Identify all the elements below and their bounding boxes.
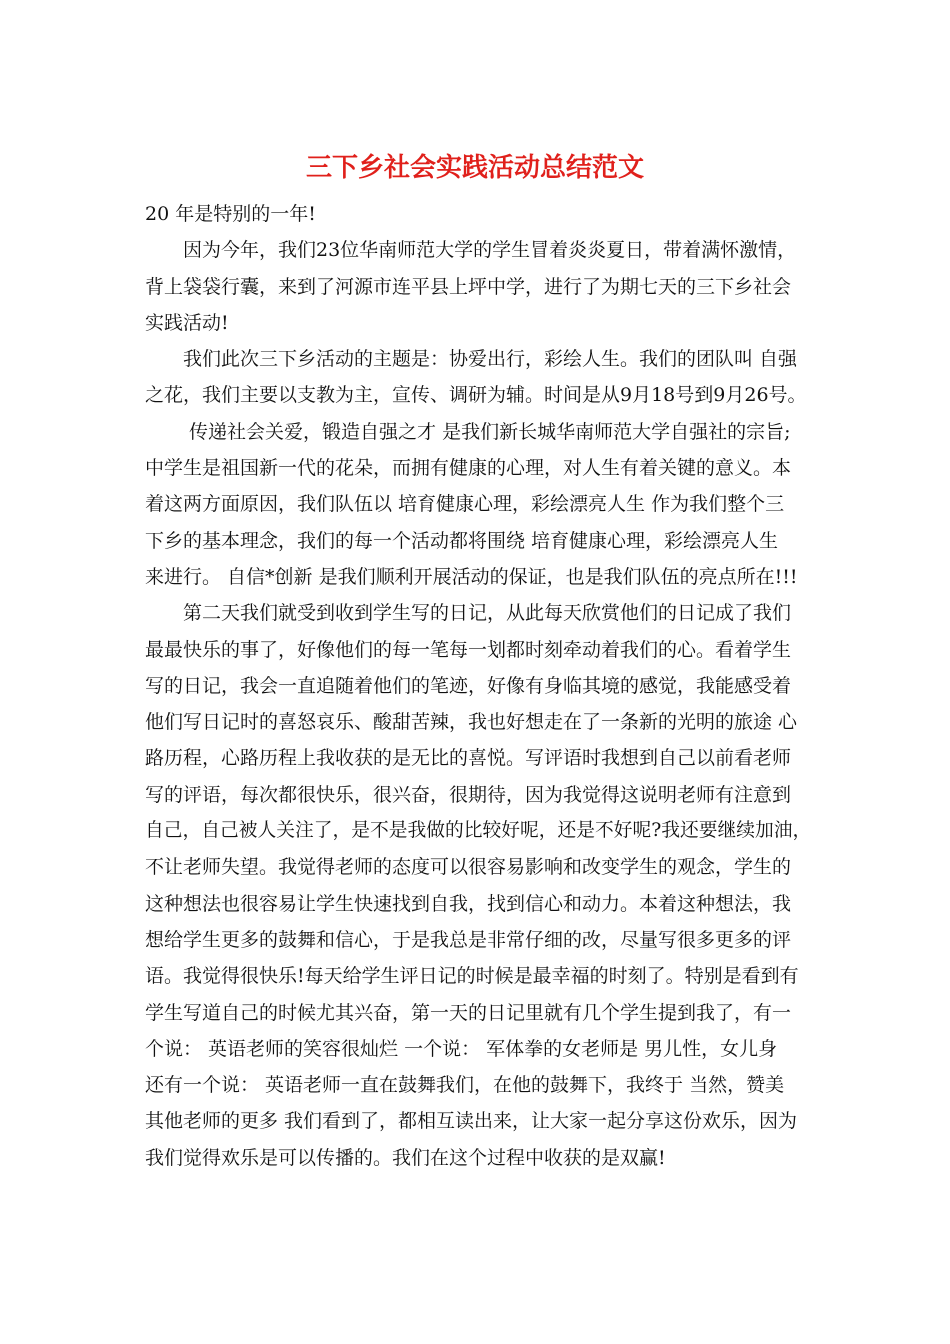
text-line: 来进行。 自信*创新 是我们顺利开展活动的保证，也是我们队伍的亮点所在!!! (145, 565, 798, 588)
text-line: 最最快乐的事了，好像他们的每一笔每一划都时刻牵动着我们的心。看着学生 (145, 638, 792, 661)
text-line: 我们觉得欢乐是可以传播的。我们在这个过程中收获的是双赢! (145, 1146, 666, 1169)
text-line: 他们写日记时的喜怒哀乐、酸甜苦辣，我也好想走在了一条新的光明的旅途 心 (145, 711, 798, 734)
text-line: 着这两方面原因，我们队伍以 培育健康心理，彩绘漂亮人生 作为我们整个三 (145, 493, 785, 516)
text-line: 实践活动! (145, 311, 229, 334)
document-title: 三下乡社会实践活动总结范文 (305, 153, 644, 183)
text-line: 不让老师失望。我觉得老师的态度可以很容易影响和改变学生的观念，学生的 (145, 856, 792, 879)
text-line: 写的日记，我会一直追随着他们的笔迹，好像有身临其境的感觉，我能感受着 (145, 674, 792, 697)
text-line: 因为今年，我们23位华南师范大学的学生冒着炎炎夏日，带着满怀激情， (145, 239, 797, 262)
text-line: 语。我觉得很快乐!每天给学生评日记的时候是最幸福的时刻了。特别是看到有 (145, 965, 799, 988)
text-line: 背上袋袋行囊，来到了河源市连平县上坪中学，进行了为期七天的三下乡社会 (145, 275, 792, 298)
text-line: 中学生是祖国新一代的花朵，而拥有健康的心理，对人生有着关键的意义。本 (145, 457, 792, 480)
text-line: 传递社会关爱，锻造自强之才 是我们新长城华南师范大学自强社的宗旨; (145, 420, 791, 443)
text-line: 想给学生更多的鼓舞和信心，于是我总是非常仔细的改，尽量写很多更多的评 (145, 928, 792, 951)
text-line: 第二天我们就受到收到学生写的日记，从此每天欣赏他们的日记成了我们 (145, 602, 792, 625)
text-line: 路历程，心路历程上我收获的是无比的喜悦。写评语时我想到自己以前看老师 (145, 747, 792, 770)
text-line: 20 年是特别的一年! (145, 203, 316, 225)
text-line: 写的评语，每次都很快乐，很兴奋，很期待，因为我觉得这说明老师有注意到 (145, 783, 792, 806)
text-line: 其他老师的更多 我们看到了，都相互读出来，让大家一起分享这份欢乐，因为 (145, 1110, 798, 1133)
text-line: 个说： 英语老师的笑容很灿烂 一个说： 军体拳的女老师是 男儿性，女儿身 (145, 1037, 778, 1060)
text-line: 我们此次三下乡活动的主题是：协爱出行，彩绘人生。我们的团队叫 自强 (145, 348, 798, 371)
text-line: 还有一个说： 英语老师一直在鼓舞我们，在他的鼓舞下，我终于 当然，赞美 (145, 1074, 785, 1097)
text-line: 之花，我们主要以支教为主，宣传、调研为辅。时间是从9月18号到9月26号。 (145, 384, 807, 407)
text-line: 这种想法也很容易让学生快速找到自我，找到信心和动力。本着这种想法，我 (145, 892, 792, 915)
text-line: 自己，自己被人关注了，是不是我做的比较好呢，还是不好呢?我还要继续加油， (145, 820, 812, 842)
text-line: 学生写道自己的时候尤其兴奋，第一天的日记里就有几个学生提到我了，有一 (145, 1001, 792, 1024)
document-body (145, 196, 815, 1176)
text-line: 下乡的基本理念，我们的每一个活动都将围绕 培育健康心理，彩绘漂亮人生 (145, 529, 779, 552)
